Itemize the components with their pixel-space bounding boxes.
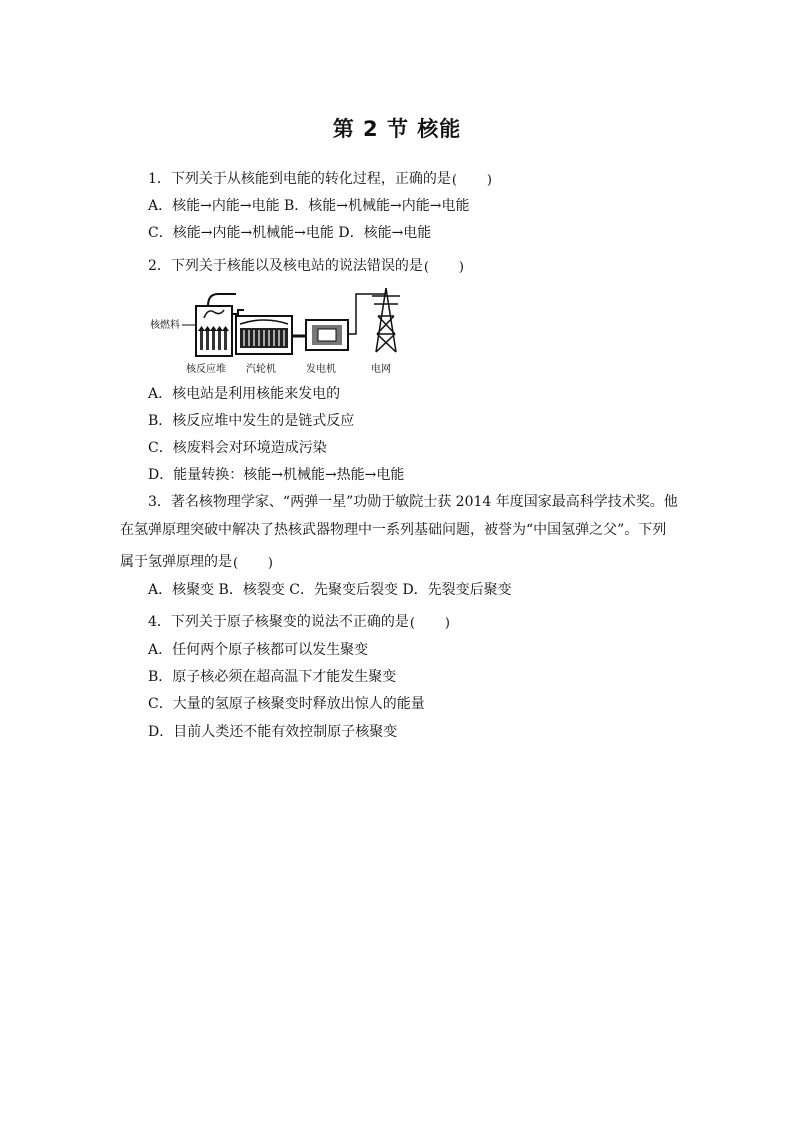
question-2-option-b: B．核反应堆中发生的是链式反应 [148,413,355,429]
question-2-option-a: A．核电站是利用核能来发电的 [148,386,341,402]
question-3-options-row: A．核聚变 B．核裂变 C．先聚变后裂变 D．先裂变后聚变 [148,582,512,598]
question-4-text: 4．下列关于原子核聚变的说法不正确的是 [148,614,409,630]
transmission-tower-icon [372,288,400,352]
turbine-icon [236,316,292,354]
question-4-option-c: C．大量的氢原子核聚变时释放出惊人的能量 [148,696,425,712]
nuclear-plant-diagram [146,284,416,380]
reactor-icon [196,294,236,356]
question-1-stem: 1．下列关于从核能到电能的转化过程，正确的是 ( ) [148,171,492,188]
steam-pipe [232,310,244,314]
fuel-label: 核燃料 [150,320,180,331]
question-1-text: 1．下列关于从核能到电能的转化过程，正确的是 [148,171,451,187]
question-2-stem: 2．下列关于核能以及核电站的说法错误的是 ( ) [148,258,464,275]
question-2-option-c: C．核废料会对环境造成污染 [148,440,327,456]
question-2-text: 2．下列关于核能以及核电站的说法错误的是 [148,258,423,274]
grid-label: 电网 [371,364,391,375]
reactor-label: 核反应堆 [186,364,226,375]
generator-icon [306,320,348,350]
question-3-stem-line-1: 3．著名核物理学家、“两弹一星”功勋于敏院士获 2014 年度国家最高科学技术奖。他 [148,494,678,510]
question-2-option-d: D．能量转换：核能→机械能→热能→电能 [148,467,405,483]
question-3-text: 属于氢弹原理的是 [120,554,232,570]
question-1-options-row-2: C．核能→内能→机械能→电能 D．核能→电能 [148,225,432,241]
question-4-option-b: B．原子核必须在超高温下才能发生聚变 [148,669,397,685]
question-4-option-a: A．任何两个原子核都可以发生聚变 [148,642,369,658]
turbine-label: 汽轮机 [246,364,276,375]
page-title: 第 2 节 核能 [332,117,462,141]
generator-label: 发电机 [306,364,336,375]
question-3-stem-line-2: 在氢弹原理突破中解决了热核武器物理中一系列基础问题，被誉为“中国氢弹之父”。下列 [120,522,667,538]
question-4-option-d: D．目前人类还不能有效控制原子核聚变 [148,724,398,740]
question-3-stem-line-3: 属于氢弹原理的是 ( ) [120,554,273,571]
question-4-stem: 4．下列关于原子核聚变的说法不正确的是 ( ) [148,614,450,631]
question-1-options-row-1: A．核能→内能→电能 B．核能→机械能→内能→电能 [148,198,470,214]
